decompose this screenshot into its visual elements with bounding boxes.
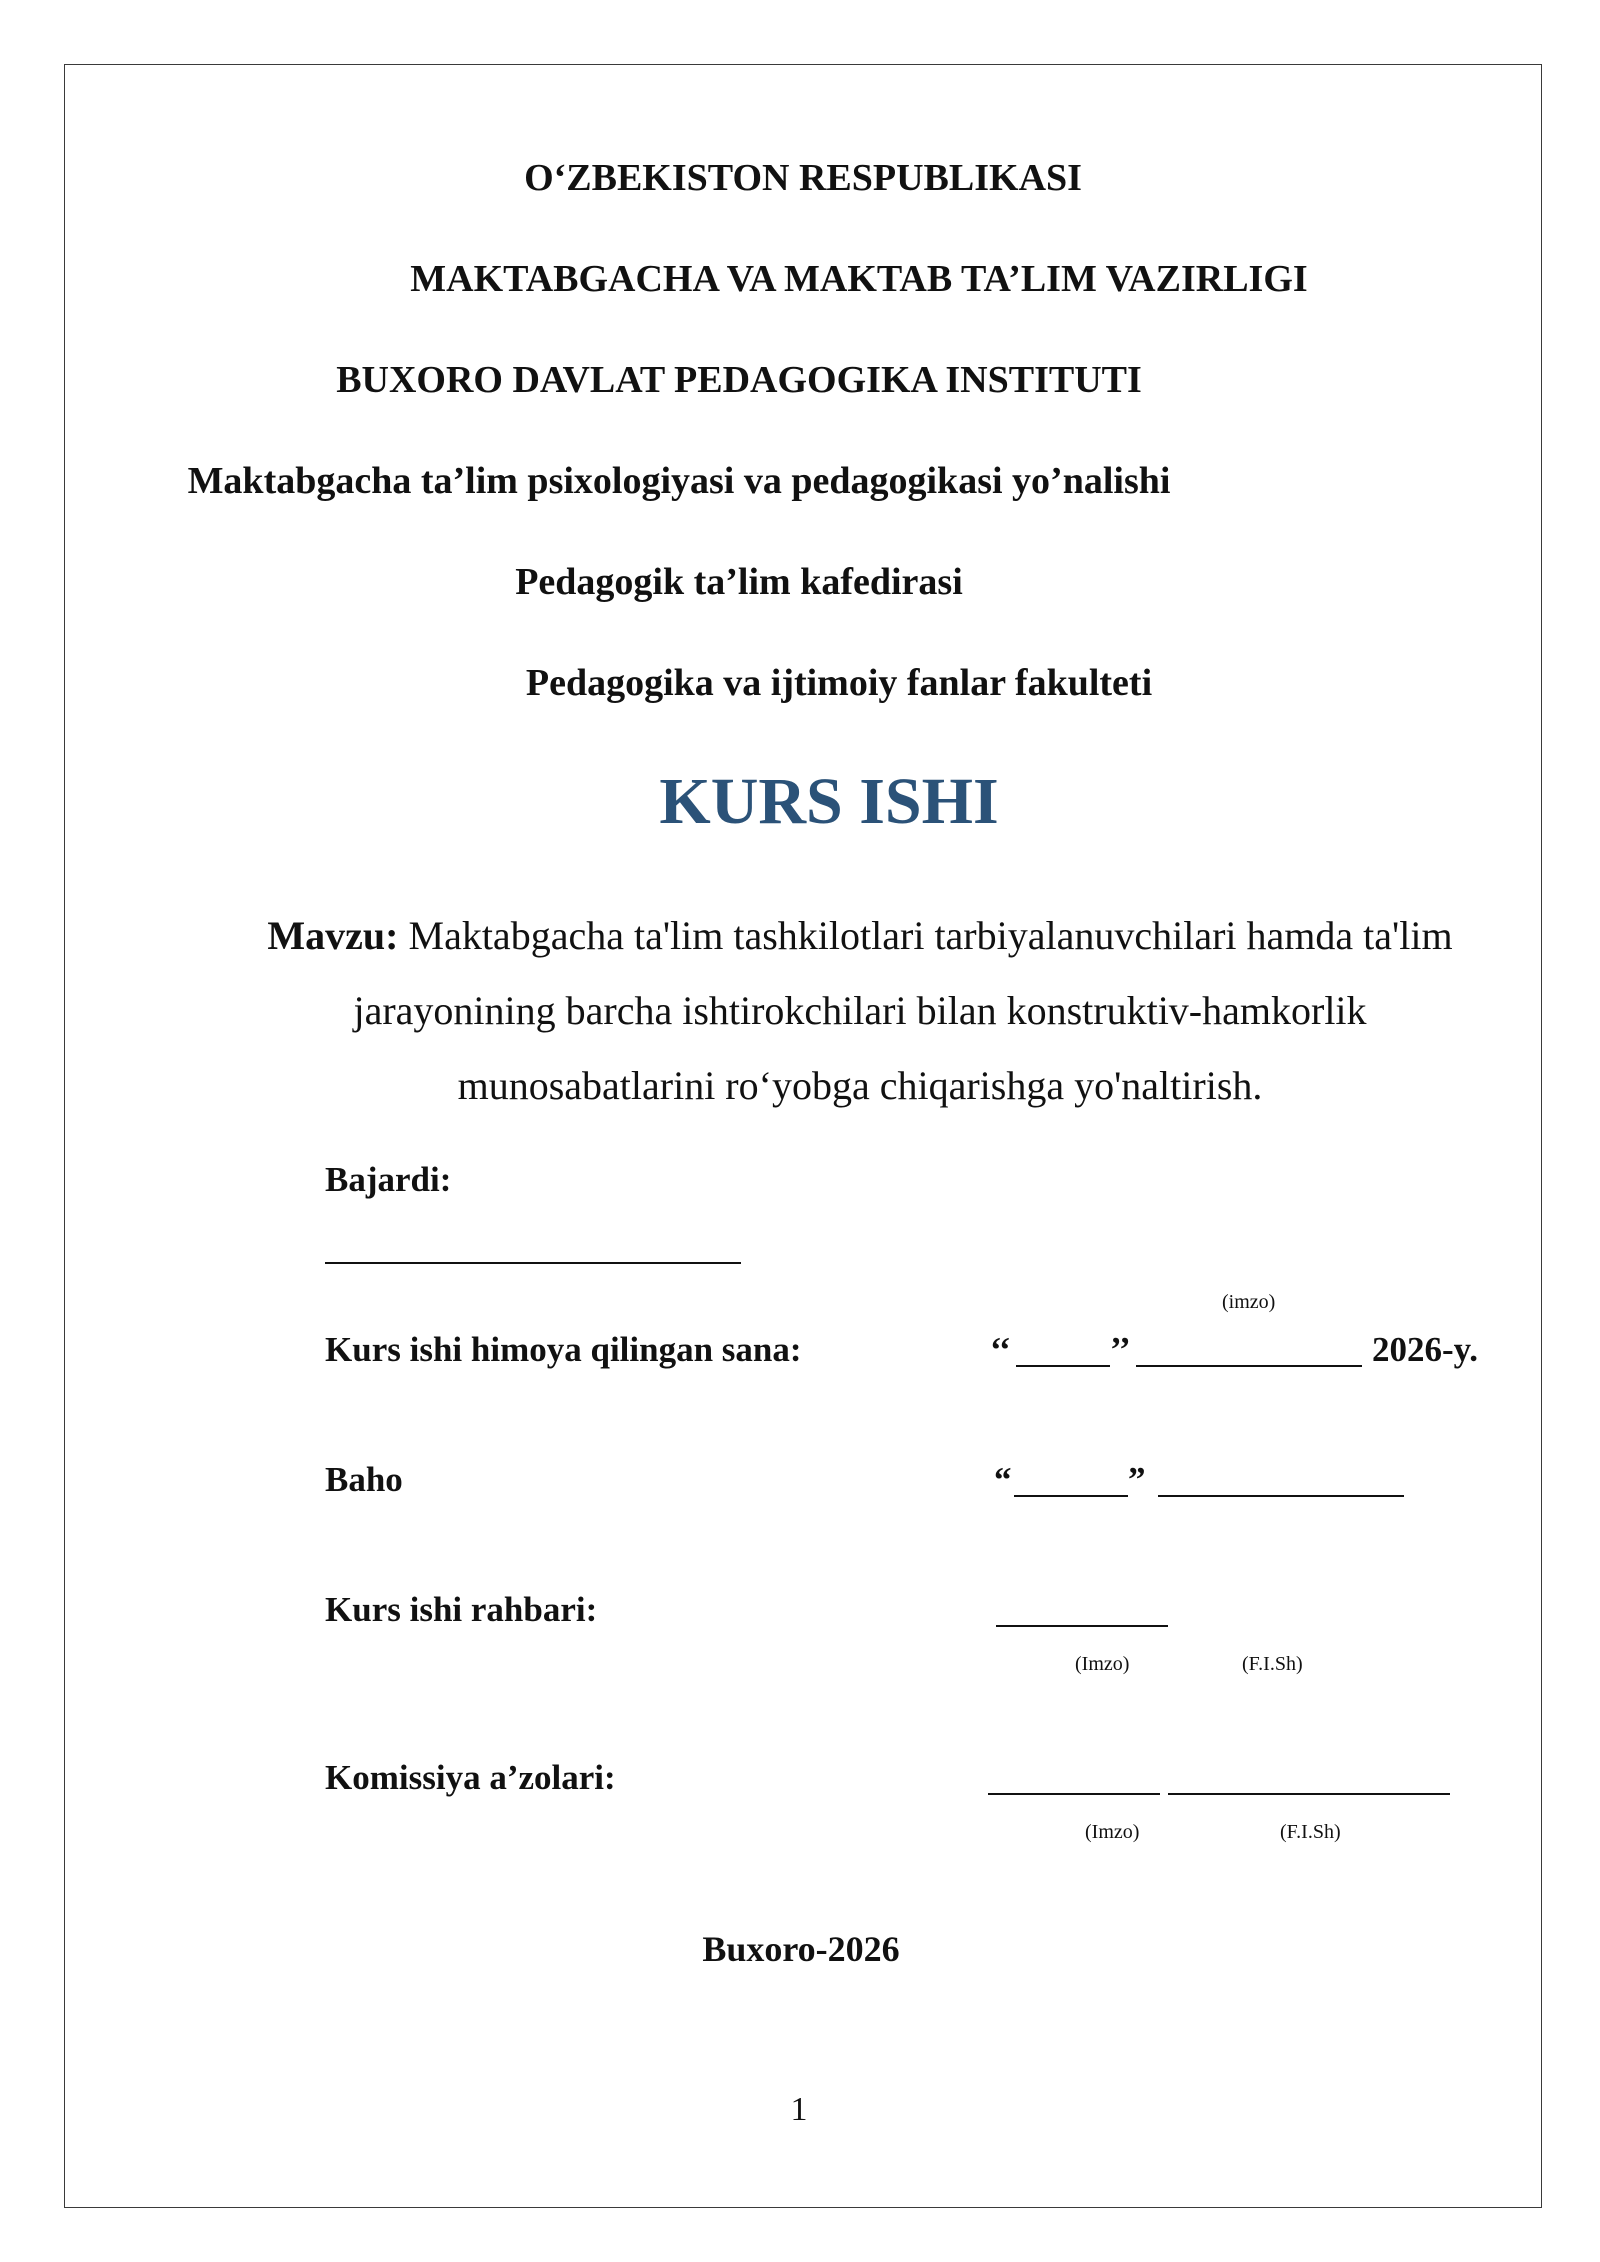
topic-label: Mavzu: bbox=[267, 913, 399, 958]
institute-heading: BUXORO DAVLAT PEDAGOGIKA INSTITUTI bbox=[336, 359, 1142, 401]
commission-signature-line[interactable] bbox=[988, 1793, 1160, 1795]
supervisor-name-note: (F.I.Sh) bbox=[1242, 1653, 1303, 1675]
place-year: Buxoro-2026 bbox=[702, 1929, 900, 1969]
defense-date-open-quote: ‘‘ bbox=[990, 1330, 1011, 1369]
defense-date-label: Kurs ishi himoya qilingan sana: bbox=[325, 1330, 802, 1369]
commission-sign-note: (Imzo) bbox=[1085, 1821, 1140, 1843]
imzo-note: (imzo) bbox=[1222, 1291, 1276, 1313]
topic-paragraph bbox=[240, 898, 1480, 1123]
defense-day-line[interactable] bbox=[1016, 1365, 1110, 1367]
faculty-heading: Pedagogika va ijtimoiy fanlar fakulteti bbox=[525, 662, 1153, 704]
republic-heading: O‘ZBEKISTON RESPUBLIKASI bbox=[524, 157, 1082, 199]
grade-close-quote: ” bbox=[1128, 1460, 1146, 1499]
bajardi-signature-line[interactable] bbox=[325, 1262, 741, 1264]
grade-value-line[interactable] bbox=[1014, 1495, 1128, 1497]
commission-label: Komissiya a’zolari: bbox=[325, 1758, 616, 1797]
grade-open-quote: “ bbox=[994, 1460, 1012, 1499]
direction-heading: Maktabgacha ta’lim psixologiyasi va pedagogikasi yo’nalishi bbox=[187, 460, 1171, 502]
document-title: KURS ISHI bbox=[659, 765, 999, 838]
topic-text: Maktabgacha ta'lim tashkilotlari tarbiyalanuvchilari hamda ta'lim jarayonining barcha ishtirokchilari bilan konstruktiv-hamkorlik munosabatlarini ro‘yobga chiqarishga yo'naltirish. bbox=[353, 913, 1453, 1108]
department-heading: Pedagogik ta’lim kafedirasi bbox=[515, 561, 963, 603]
supervisor-signature-line[interactable] bbox=[996, 1625, 1168, 1627]
supervisor-sign-note: (Imzo) bbox=[1075, 1653, 1130, 1675]
commission-name-note: (F.I.Sh) bbox=[1280, 1821, 1341, 1843]
defense-date-close-quote: ’’ bbox=[1110, 1330, 1131, 1369]
ministry-heading: MAKTABGACHA VA MAKTAB TA’LIM VAZIRLIGI bbox=[410, 258, 1308, 300]
commission-name-line[interactable] bbox=[1168, 1793, 1450, 1795]
grade-label: Baho bbox=[325, 1460, 403, 1499]
grade-words-line[interactable] bbox=[1158, 1495, 1404, 1497]
page-number: 1 bbox=[790, 2091, 808, 2128]
bajardi-label: Bajardi: bbox=[325, 1160, 452, 1199]
defense-year: 2026-y. bbox=[1372, 1330, 1478, 1369]
defense-month-line[interactable] bbox=[1136, 1365, 1362, 1367]
supervisor-label: Kurs ishi rahbari: bbox=[325, 1590, 598, 1629]
